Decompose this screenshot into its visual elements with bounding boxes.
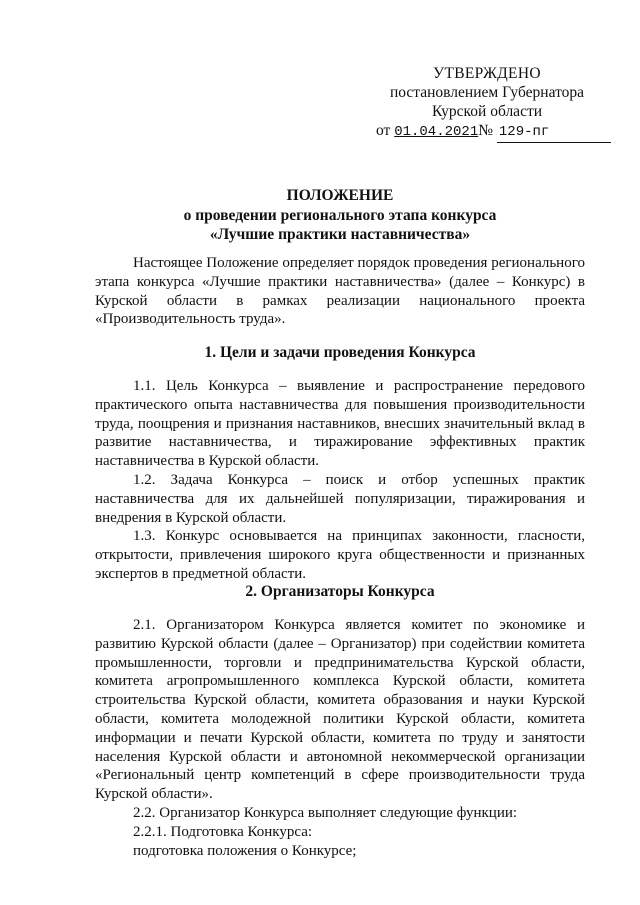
approval-title: УТВЕРЖДЕНО [433, 65, 541, 82]
intro-paragraph: Настоящее Положение определяет порядок проведения регионального этапа конкурса «Лучшие практики наставничества» (далее – Конкурс) в Курской области в рамках реализации национального проекта «Производительность труда». [95, 255, 585, 328]
section-1-body [95, 377, 585, 584]
section-2-body [95, 616, 585, 860]
section-1-heading: 1. Цели и задачи проведения Конкурса [204, 344, 476, 361]
document-subtitle-1: о проведении регионального этапа конкурса [183, 206, 497, 224]
paragraph-2-2-1-item: подготовка положения о Конкурсе; [133, 842, 357, 859]
paragraph-2-2-1: 2.2.1. Подготовка Конкурса: [133, 823, 313, 840]
document-title: ПОЛОЖЕНИЕ [286, 187, 394, 204]
date-prefix: от [376, 122, 391, 139]
paragraph-1-2: 1.2. Задача Конкурса – поиск и отбор успешных практик наставничества для их дальнейшей популяризации, тиражирования и внедрения в Курской области. [95, 471, 585, 526]
paragraph-1-3: 1.3. Конкурс основывается на принципах законности, гласности, открытости, привлечения широкого круга общественности и признанных экспертов в предметной области. [95, 528, 585, 582]
number-prefix: № [478, 122, 494, 139]
approval-line-1: постановлением Губернатора [389, 84, 585, 101]
intro-section [95, 254, 585, 329]
section-2-heading: 2. Организаторы Конкурса [245, 583, 435, 600]
document-subtitle-2: «Лучшие практики наставничества» [209, 226, 471, 243]
document-title-block [92, 186, 588, 245]
approval-date: 01.04.2021 [394, 124, 479, 140]
paragraph-2-1: 2.1. Организатором Конкурса является комитет по экономике и развитию Курской области (далее – Организатор) при содействии комитета промышленности, торговли и предпринимательства Курской области, комитета агропромышленного комплекса Курской области, комитета строительства Курской области, комитета образования и науки Курской области, комитета молодежной политики Курской области, комитета информации и печати Курской области, комитета по труду и занятости населения Курской области и автономной некоммерческой организации «Региональный центр компетенций в сфере производительности труда Курской области». [95, 617, 585, 803]
approval-number: 129-пг [497, 123, 611, 143]
paragraph-1-1: 1.1. Цель Конкурса – выявление и распространение передового практического опыта наставничества для повышения производительности труда, поощрения и признания наставников, внесших значительный вклад в развитие наставничества, и тиражирование эффективных практик наставничества в Курской области. [95, 378, 585, 470]
paragraph-2-2: 2.2. Организатор Конкурса выполняет следующие функции: [133, 804, 518, 821]
approval-line-2: Курской области [431, 103, 543, 120]
approval-date-line [372, 121, 602, 143]
approval-stamp [372, 64, 602, 143]
